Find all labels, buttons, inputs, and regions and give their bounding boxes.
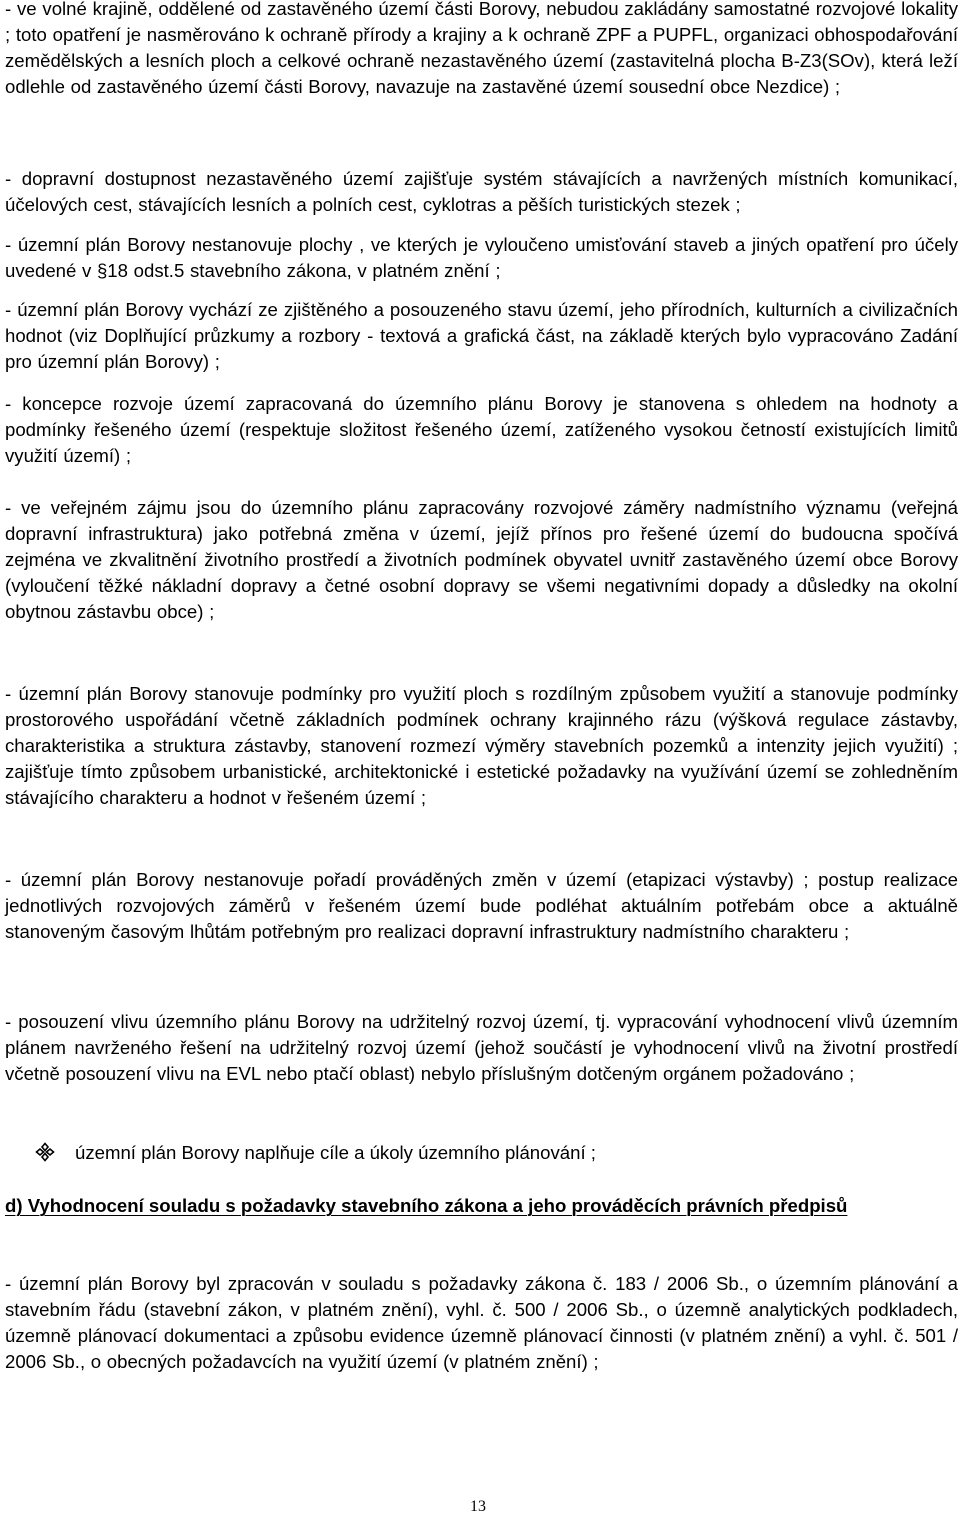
- paragraph-development-concept: - koncepce rozvoje území zapracovaná do územního plánu Borovy je stanovena s ohledem na hodnoty a podmínky řešeného území (respektuje složitost řešeného území, zatíženého vysokou četností existujících limitů využití území) ;: [5, 393, 958, 467]
- paragraph-excluded-areas: - územní plán Borovy nestanovuje plochy , ve kterých je vyloučeno umisťování staveb a jiných opatření pro účely uvedené v §18 odst.5 stavebního zákona, v platném znění ;: [5, 234, 958, 282]
- paragraph-transport-accessibility: - dopravní dostupnost nezastavěného území zajišťuje systém stávajících a navržených místních komunikací, účelových cest, stávajících lesních a polních cest, cyklotras a pěších turistických stezek ;: [5, 168, 958, 216]
- paragraph-construction-order: - územní plán Borovy nestanovuje pořadí prováděných změn v území (etapizaci výstavby) ; postup realizace jednotlivých rozvojových záměrů v řešeném území bude podléhat aktuálním potřebám obce a aktuálně stanoveným časovým lhůtám potřebným pro realizaci dopravní infrastruktury nadmístního charakteru ;: [5, 869, 958, 943]
- diamond-bullet-icon: [35, 1142, 55, 1162]
- page-number: 13: [470, 1498, 486, 1515]
- bullet-item-planning-goals: [35, 1140, 596, 1166]
- paragraph-territory-values: - územní plán Borovy vychází ze zjištěného a posouzeného stavu území, jeho přírodních, kulturních a civilizačních hodnot (viz Doplňující průzkumy a rozbory - textová a grafická část, na základě kterých bylo vypracováno Zadání pro územní plán Borovy) ;: [5, 299, 958, 373]
- section-heading: d) Vyhodnocení souladu s požadavky stavebního zákona a jeho prováděcích právních předpisů: [5, 1195, 848, 1216]
- bullet-item-text: územní plán Borovy naplňuje cíle a úkoly územního plánování ;: [75, 1142, 596, 1163]
- paragraph-landscape-protection: - ve volné krajině, oddělené od zastavěného území části Borovy, nebudou zakládány samostatné rozvojové lokality ; toto opatření je nasměrováno k ochraně přírody a krajiny a k ochraně ZPF a PUPFL, organizaci obhospodařování zemědělských a lesních ploch a celkové ochraně nezastavěného území (zastavitelná plocha B-Z3(SOv), která leží odlehle od zastavěného území části Borovy, navazuje na zastavěné území sousední obce Nezdice) ;: [5, 0, 958, 98]
- paragraph-public-interest: - ve veřejném zájmu jsou do územního plánu zapracovány rozvojové záměry nadmístního významu (veřejná dopravní infrastruktura) jako potřebná změna v území, jejíž přínos pro řešené území do budoucna spočívá zejména ve zkvalitnění životního prostředí a životních podmínek obyvatel uvnitř zastavěného území obce Borovy (vyloučení těžké nákladní dopravy a četné osobní dopravy se všemi negativními dopady a důsledky na okolní obytnou zástavbu obce) ;: [5, 497, 958, 623]
- paragraph-land-use-conditions: - územní plán Borovy stanovuje podmínky pro využití ploch s rozdílným způsobem využití a stanovuje podmínky prostorového uspořádání včetně základních podmínek ochrany krajinného rázu (výšková regulace zástavby, charakteristika a struktura zástavby, stanovení rozmezí výměry stavebních pozemků a intenzity jejich využití) ; zajišťuje tímto způsobem urbanistické, architektonické i estetické požadavky na využívání území se zohledněním stávajícího charakteru a hodnot v řešeném území ;: [5, 683, 958, 809]
- paragraph-sustainability-assessment: - posouzení vlivu územního plánu Borovy na udržitelný rozvoj území, tj. vypracování vyhodnocení vlivů územním plánem navrženého řešení na udržitelný rozvoj území (jehož součástí je vyhodnocení vlivů na životní prostředí včetně posouzení vlivu na EVL nebo ptačí oblast) nebylo příslušným dotčeným orgánem požadováno ;: [5, 1011, 958, 1085]
- paragraph-legal-compliance: - územní plán Borovy byl zpracován v souladu s požadavky zákona č. 183 / 2006 Sb., o územním plánování a stavebním řádu (stavební zákon, v platném znění), vyhl. č. 500 / 2006 Sb., o územně analytických podkladech, územně plánovací dokumentaci a způsobu evidence územně plánovací činnosti (v platném znění) a vyhl. č. 501 / 2006 Sb., o obecných požadavcích na využití území (v platném znění) ;: [5, 1273, 958, 1373]
